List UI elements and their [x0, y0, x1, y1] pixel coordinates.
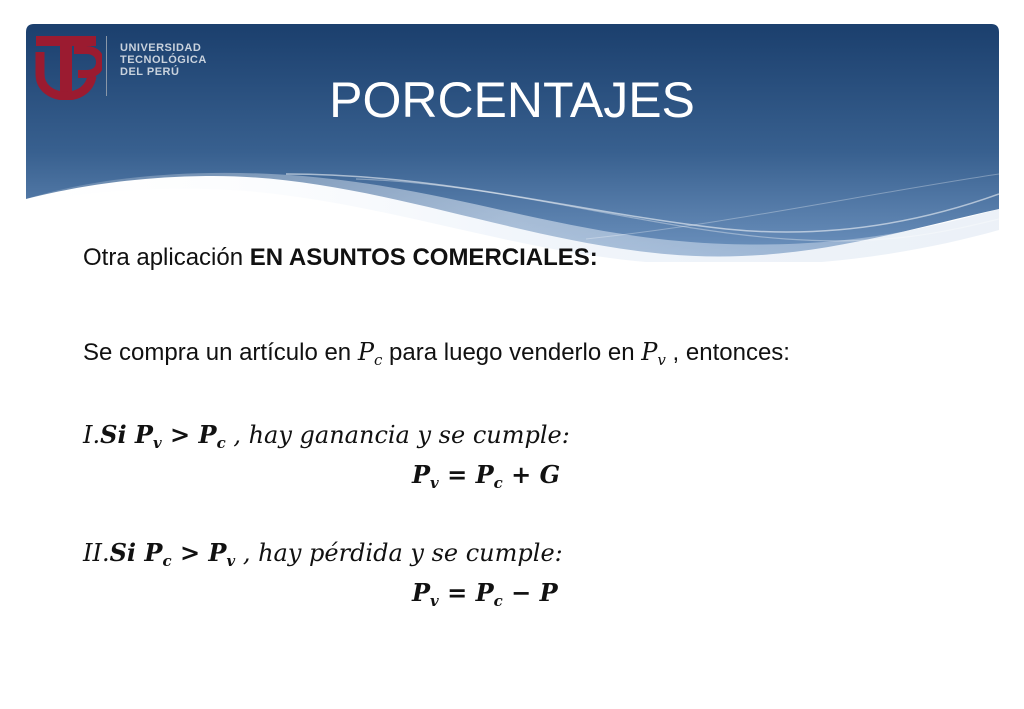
case-2-formula — [412, 578, 558, 610]
intro-text: Otra aplicación — [83, 244, 250, 271]
logo-line-3: DEL PERÚ — [120, 66, 180, 78]
case-1-operator: > — [161, 420, 199, 449]
case-2-rhs: $P_v$ — [208, 538, 236, 570]
intro-line — [83, 244, 598, 272]
case-2-formula-c: P — [539, 578, 558, 607]
case-1-rhs: $P_c$ — [198, 420, 226, 452]
case-2-lhs: $P_c$ — [144, 538, 172, 570]
case-1-si: Si — [100, 420, 135, 449]
case-1-formula — [412, 460, 561, 492]
case-1-formula-op: + — [502, 460, 540, 489]
case-2-line — [83, 538, 563, 570]
case-2-formula-b: $P_c$ — [475, 578, 503, 610]
case-1-formula-b: $P_c$ — [475, 460, 503, 492]
case-2-numeral: II. — [83, 539, 110, 567]
statement-part-1: Se compra un artículo en — [83, 339, 358, 366]
statement-part-2: para luego venderlo en — [382, 339, 642, 366]
case-2-formula-op: − — [502, 578, 540, 607]
case-1-formula-c: G — [539, 460, 561, 489]
statement-pc: $P_c$ — [357, 338, 383, 369]
case-1-numeral: I. — [83, 421, 101, 449]
case-1-text: , hay ganancia y se cumple: — [225, 421, 570, 449]
case-1-formula-a: $P_v$ — [412, 460, 439, 492]
statement-part-3: , entonces: — [665, 339, 790, 366]
logo-line-2: TECNOLÓGICA — [120, 54, 207, 66]
intro-bold-text: EN ASUNTOS COMERCIALES: — [249, 244, 598, 271]
logo-line-1: UNIVERSIDAD — [120, 42, 202, 54]
case-2-formula-a: $P_v$ — [412, 578, 439, 610]
case-1-formula-eq: = — [438, 460, 476, 489]
statement-line — [83, 338, 790, 367]
case-2-text: , hay pérdida y se cumple: — [235, 539, 563, 567]
case-1-line — [83, 420, 570, 452]
case-2-si: Si — [109, 538, 145, 567]
case-1-lhs: $P_v$ — [134, 420, 162, 452]
case-2-operator: > — [171, 538, 209, 567]
case-2-formula-eq: = — [438, 578, 476, 607]
slide-title: PORCENTAJES — [329, 72, 695, 128]
statement-pv: $P_v$ — [641, 338, 666, 369]
